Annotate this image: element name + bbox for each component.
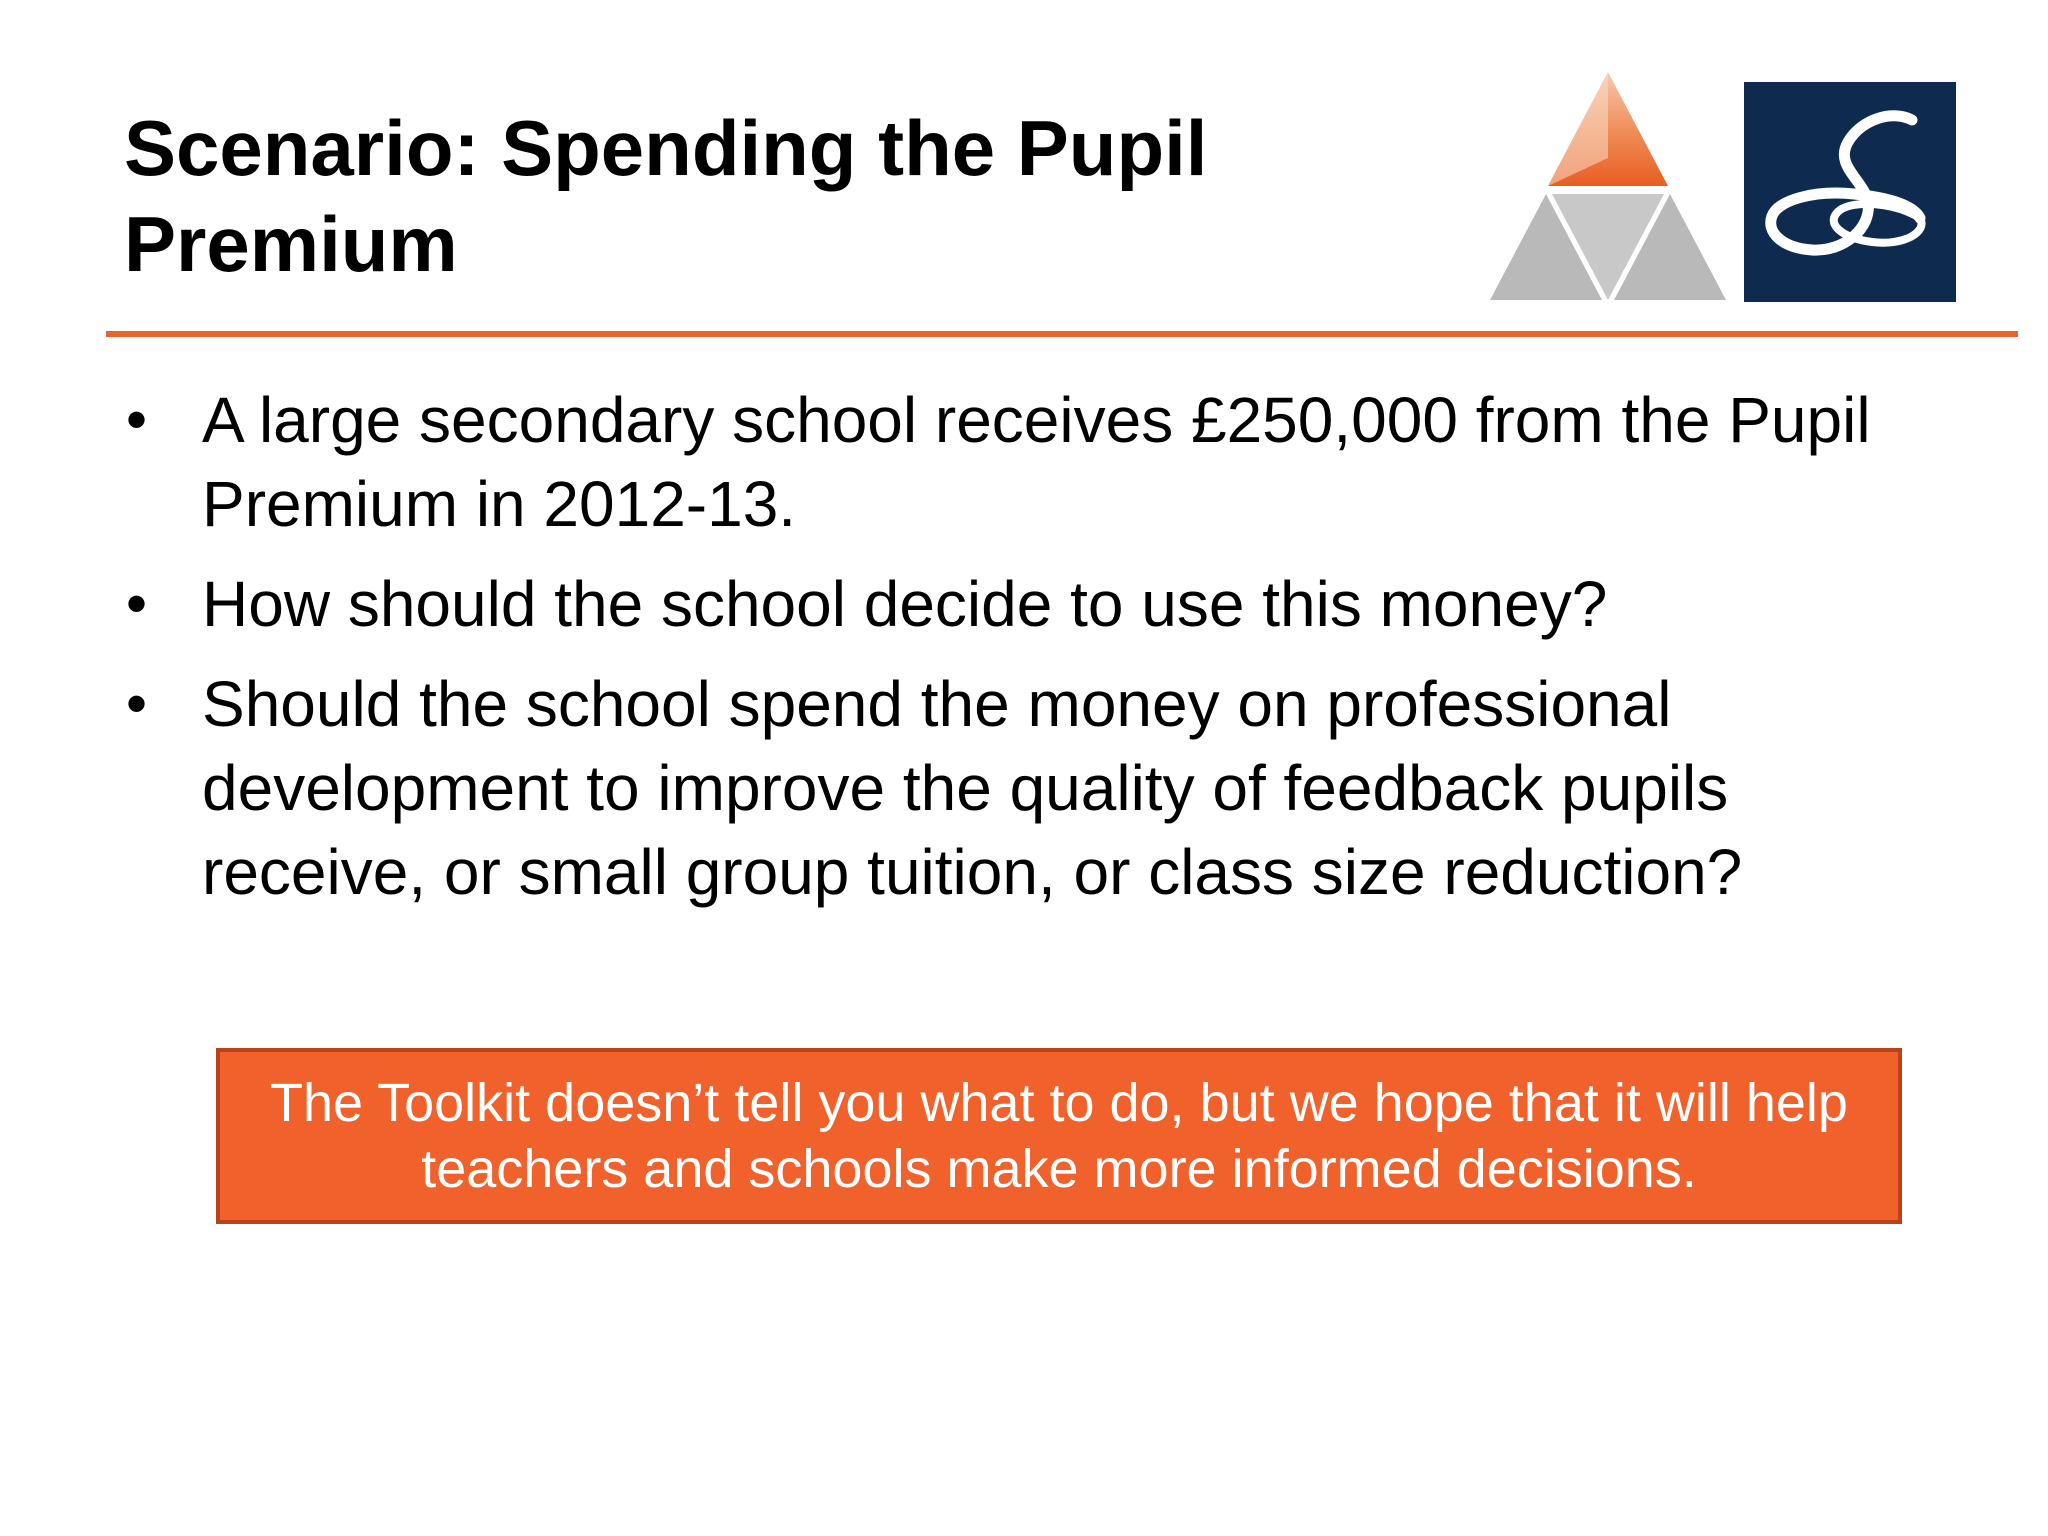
bullet-text: Should the school spend the money on professional development to improve the quality of feedback pupils receive, or small group tuition, or class size reduction?: [202, 668, 1743, 908]
bullet-marker: •: [126, 670, 148, 737]
bullet-marker: •: [126, 570, 148, 637]
callout-text: The Toolkit doesn’t tell you what to do, but we hope that it will help teachers and schools make more informed decisions.: [270, 1073, 1848, 1199]
s-monogram-logo-icon: [1744, 82, 1956, 302]
triangles-logo-icon: [1488, 68, 1728, 304]
bullet-list: [122, 378, 1922, 930]
bullet-text: A large secondary school receives £250,000 from the Pupil Premium in 2012-13.: [202, 384, 1871, 540]
bullet-text: How should the school decide to use this money?: [202, 568, 1608, 640]
callout-box: [216, 1048, 1902, 1224]
title-divider: [106, 331, 2018, 337]
bullet-item: [122, 378, 1922, 546]
bullet-item: [122, 662, 1922, 914]
slide-title: Scenario: Spending the Pupil Premium: [124, 104, 1208, 288]
bullet-item: [122, 562, 1922, 646]
bullet-marker: •: [126, 386, 148, 453]
